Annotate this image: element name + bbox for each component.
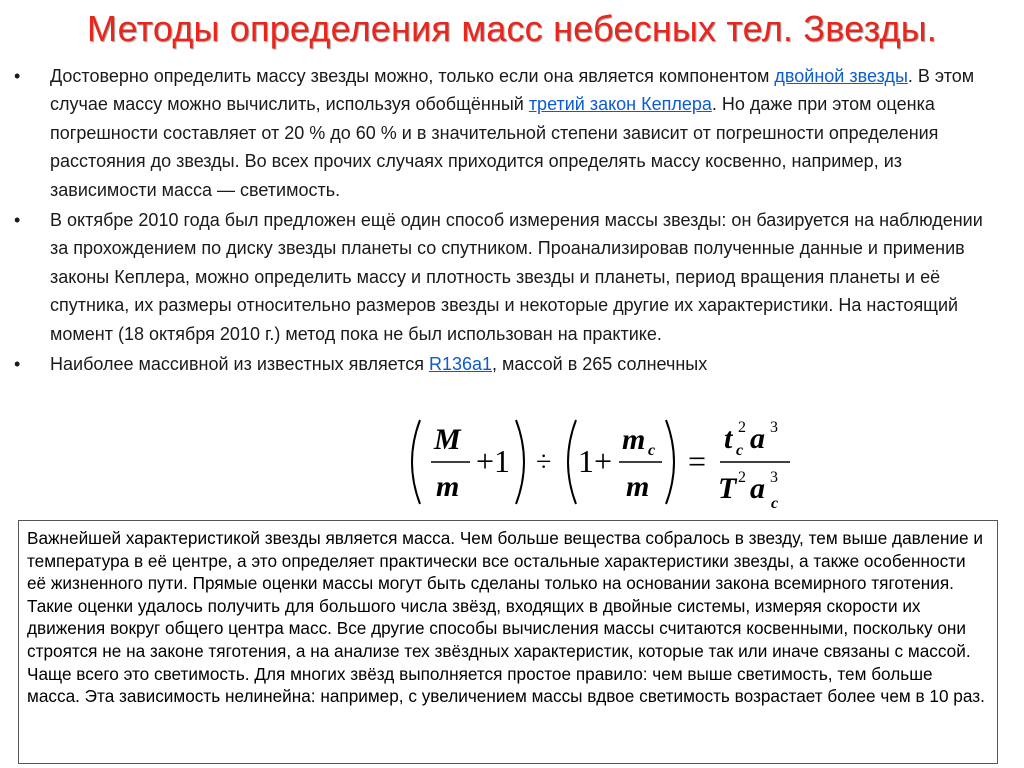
bullet-item-most-massive — [14, 350, 1004, 378]
bullet-text: Достоверно определить массу звезды можно, только если она является компонентом — [50, 66, 775, 86]
formula-plus-one: +1 — [476, 443, 511, 479]
formula-sub-c: c — [648, 442, 656, 459]
formula-m-denominator: m — [626, 470, 650, 503]
formula-mc: m — [622, 423, 646, 456]
bullet-item-transit-method — [14, 206, 1004, 348]
bullet-dot-icon: • — [14, 354, 21, 375]
formula-a-exp-3: 3 — [770, 419, 778, 436]
bullet-text: . В этом случае массу можно вычислить, используя обобщённый — [50, 66, 975, 115]
formula-equals: = — [688, 443, 707, 479]
mass-info-box: Важнейшей характеристикой звезды является масса. Чем больше вещества собралось в звезду, тем выше давление и температура в её центре, а это определяет практически все остальные характеристики звезды, а также особенности её жизненного пути. Прямые оценки массы могут быть сделаны только на основании закона всемирного тяготения. Такие оценки удалось получить для большого числа звёзд, входящих в двойные системы, измеряя скорости их движения вокруг общего центра масс. Все другие способы вычисления массы считаются косвенными, поскольку они строятся не на законе тяготения, а на анализе тех звёздных характеристик, которые так или иначе связаны с массой. Чаще всего это светимость. Для многих звёзд выполняется простое правило: чем выше светимость, тем больше масса. Эта зависимость нелинейна: например, с увеличением массы вдвое светимость возрастает более чем в 10 раз. — [18, 520, 998, 764]
bullet-text: , массой в 265 солнечных — [492, 354, 708, 375]
formula-a-denominator-exp-3: 3 — [770, 469, 778, 486]
link-r136a1[interactable]: R136a1 — [428, 354, 493, 375]
bullet-text: . Но даже при этом оценка погрешности составляет от 20 % до 60 % и в значительной степени зависит от погрешности определения расстояния до звезды. Во всех прочих случаях приходится определять массу косвенно, например, из зависимости масса — светимость. — [50, 94, 939, 200]
formula-a-denominator: a — [750, 472, 765, 505]
formula-T-exp-2: 2 — [738, 469, 746, 486]
bullet-list — [14, 62, 1004, 380]
formula-M: M — [434, 423, 461, 456]
link-binary-star[interactable]: двойной звезды — [774, 66, 908, 86]
formula-t-sub-c: c — [736, 442, 744, 459]
bullet-text: Наиболее массивной из известных является — [50, 354, 429, 375]
formula-a: a — [750, 422, 765, 455]
bullet-dot-icon: • — [14, 210, 21, 231]
formula-T: T — [718, 472, 737, 505]
bullet-text: В октябре 2010 года был предложен ещё один способ измерения массы звезды: он базируется на наблюдении за прохождением по диску звезды планеты со спутником. Проанализировав полученные данные и применив законы Кеплера, можно определить массу и плотность звезды и планеты, период вращения планеты и её спутника, их размеры относительно размеров звезды и некоторые другие их характеристики. На настоящий момент (18 октября 2010 г.) метод пока не был использован на практике. — [50, 210, 983, 344]
mass-formula — [398, 412, 798, 512]
link-kepler-third-law[interactable]: третий закон Кеплера — [528, 94, 712, 115]
bullet-item-binary-star — [14, 62, 1004, 204]
formula-one-plus: 1+ — [578, 443, 613, 479]
formula-t: t — [724, 422, 733, 455]
formula-a-sub-c: c — [771, 495, 779, 512]
formula-divide: ÷ — [536, 447, 552, 478]
formula-t-exp-2: 2 — [738, 419, 746, 436]
bullet-dot-icon: • — [14, 66, 21, 86]
formula-m: m — [436, 470, 460, 503]
slide-title: Методы определения масс небесных тел. Звезды. — [86, 8, 937, 49]
